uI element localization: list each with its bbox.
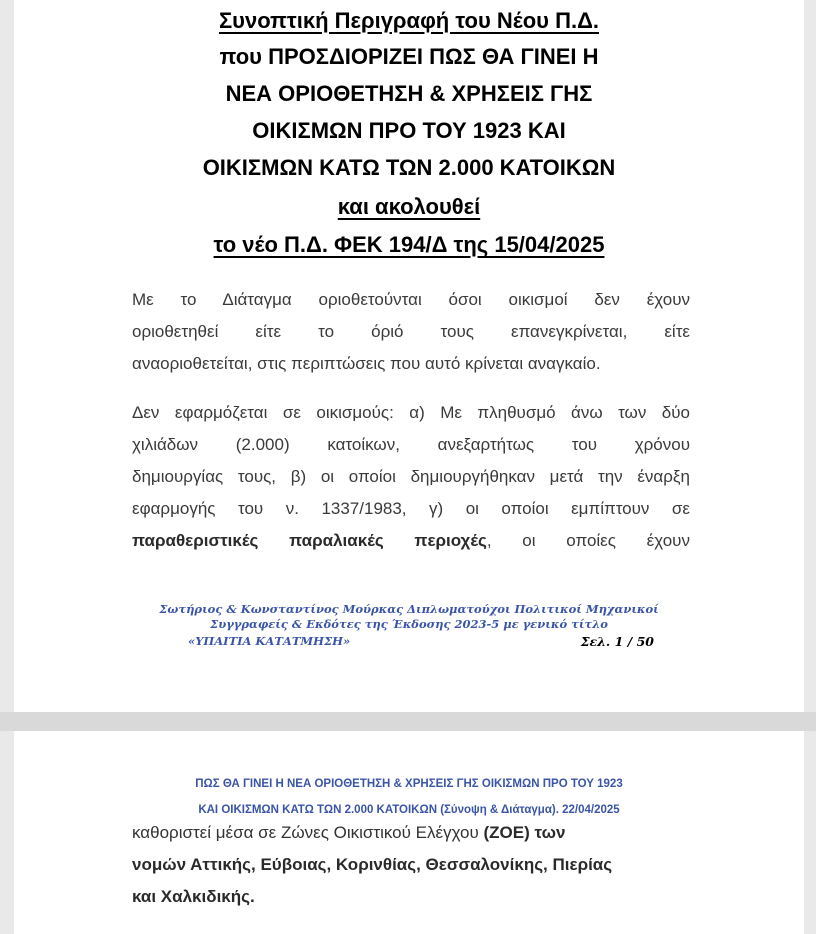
paragraph-2-line-5 (132, 525, 690, 557)
footer-authors: Σωτήριος & Κωνσταντίνος Μούρκας Διπλωματούχοι Πολιτικοί Μηχανικοί (159, 602, 659, 616)
body-line-2: νομών Αττικής, Εύβοιας, Κορινθίας, Θεσσαλονίκης, Πιερίας (132, 855, 613, 874)
paragraph-2-line-3: δημιουργίας τους, β) οι οποίοι δημιουργήθηκαν μετά την έναρξη (132, 467, 690, 486)
paragraph-1 (132, 284, 690, 380)
page-number: Σελ. 1 / 50 (580, 634, 654, 649)
page-footer (14, 602, 804, 632)
bold-phrase: παραθεριστικές παραλιακές περιοχές (132, 531, 487, 550)
paragraph-2-line-2: χιλιάδων (2.000) κατοίκων, ανεξαρτήτως του χρόνου (132, 435, 690, 454)
body-line-1-text: καθοριστεί μέσα σε Ζώνες Οικιστικού Ελέγχου (132, 823, 484, 842)
ton-bold: των (529, 823, 566, 842)
header-line-2: ΚΑΙ ΟΙΚΙΣΜΩΝ ΚΑΤΩ ΤΩΝ 2.000 ΚΑΤΟΙΚΩΝ (Σύνοψη & Διάταγμα). 22/04/2025 (198, 804, 620, 816)
paragraph-2-line-4: εφαρμογής του ν. 1337/1983, γ) οι οποίοι εμπίπτουν σε (132, 499, 690, 518)
title-line-6: και ακολουθεί (337, 194, 481, 219)
title-line-4: ΟΙΚΙΣΜΩΝ ΠΡΟ ΤΟΥ 1923 ΚΑΙ (252, 118, 566, 143)
footer-book-title: «ΥΠΑΙΤΙΑ ΚΑΤΑΤΜΗΣΗ» (188, 634, 351, 648)
paragraph-1-line-3: αναοριοθετείται, στις περιπτώσεις που αυτό κρίνεται αναγκαίο. (132, 354, 601, 373)
paragraph-2-line-1: Δεν εφαρμόζεται σε οικισμούς: α) Με πληθυσμό άνω των δύο (132, 403, 690, 422)
paragraph-1-line-2: οριοθετηθεί είτε το όριό τους επανεγκρίνεται, είτε (132, 322, 690, 341)
body-line-1 (132, 817, 692, 849)
footer-publishers: Συγγραφείς & Εκδότες της Έκδοσης 2023-5 με γενικό τίτλο (210, 617, 608, 631)
title-line-3: ΝΕΑ ΟΡΙΟΘΕΤΗΣΗ & ΧΡΗΣΕΙΣ ΓΗΣ (225, 81, 593, 106)
page-2-header (14, 771, 804, 823)
page-2-body (132, 817, 692, 913)
page-separator (0, 712, 816, 731)
title-line-2: που ΠΡΟΣΔΙΟΡΙΖΕΙ ΠΩΣ ΘΑ ΓΙΝΕΙ Η (219, 44, 599, 69)
title-line-5: ΟΙΚΙΣΜΩΝ ΚΑΤΩ ΤΩΝ 2.000 ΚΑΤΟΙΚΩΝ (202, 155, 616, 180)
header-line-1: ΠΩΣ ΘΑ ΓΙΝΕΙ Η ΝΕΑ ΟΡΙΟΘΕΤΗΣΗ & ΧΡΗΣΕΙΣ ΓΗΣ ΟΙΚΙΣΜΩΝ ΠΡΟ ΤΟΥ 1923 (195, 778, 623, 790)
paragraph-1-line-1: Με το Διάταγμα οριοθετούνται όσοι οικισμοί δεν έχουν (132, 290, 690, 309)
body-line-3: και Χαλκιδικής. (132, 887, 255, 906)
document-page-1 (14, 0, 804, 712)
title-line-7: το νέο Π.Δ. ΦΕΚ 194/Δ της 15/04/2025 (213, 232, 605, 257)
zoe-bold: (ΖΟΕ) (483, 823, 530, 842)
paragraph-2 (132, 397, 690, 557)
document-page-2 (14, 731, 804, 934)
title-line-1: Συνοπτική Περιγραφή του Νέου Π.Δ. (218, 8, 600, 33)
footer-row (184, 634, 654, 650)
paragraph-2-line-5-rest: , οι οποίες έχουν (486, 531, 690, 550)
